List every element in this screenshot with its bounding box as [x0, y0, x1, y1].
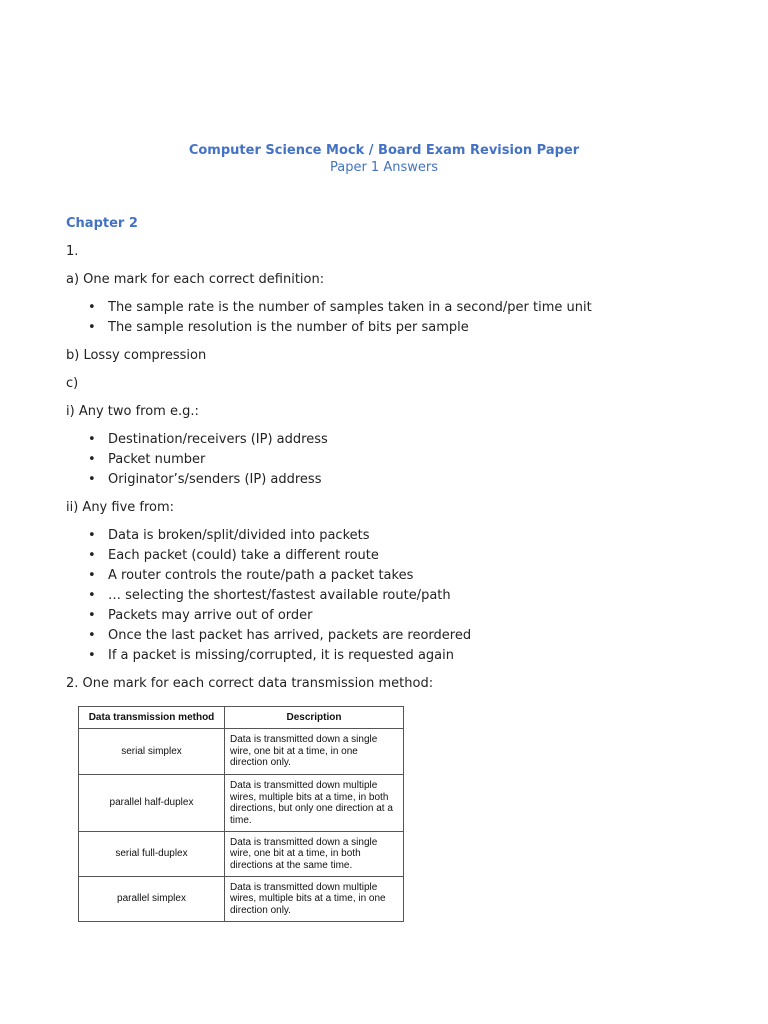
list-item-text: Data is broken/split/divided into packets — [108, 528, 370, 543]
list-item-text: Destination/receivers (IP) address — [108, 432, 328, 447]
table-header-row — [79, 707, 404, 729]
method-cell: serial simplex — [79, 729, 225, 775]
list-item — [66, 646, 726, 666]
bullet-icon: • — [88, 548, 96, 563]
question-1cii-intro: ii) Any five from: — [66, 500, 175, 515]
question-1b-answer: b) Lossy compression — [66, 348, 207, 363]
list-item — [66, 450, 726, 470]
transmission-methods-table — [78, 706, 404, 922]
list-item-text: Once the last packet has arrived, packets are reordered — [108, 628, 472, 643]
list-item-text: Packet number — [108, 452, 206, 467]
question-2-intro: 2. One mark for each correct data transmission method: — [66, 676, 434, 691]
question-1ci-intro: i) Any two from e.g.: — [66, 404, 199, 419]
table-row — [79, 877, 404, 922]
description-cell: Data is transmitted down a single wire, one bit at a time, in one direction only. — [225, 729, 404, 775]
list-item — [66, 586, 726, 606]
column-header-description: Description — [225, 707, 404, 729]
table-row — [79, 832, 404, 877]
bullet-icon: • — [88, 628, 96, 643]
document-title: Computer Science Mock / Board Exam Revision Paper — [188, 143, 580, 158]
list-item-text: Packets may arrive out of order — [108, 608, 313, 623]
table-row — [79, 775, 404, 832]
list-item — [66, 626, 726, 646]
list-item-text: A router controls the route/path a packet takes — [108, 568, 414, 583]
description-cell: Data is transmitted down multiple wires, multiple bits at a time, in both directions, but only one direction at a time. — [225, 775, 404, 832]
method-cell: parallel half-duplex — [79, 775, 225, 832]
bullet-icon: • — [88, 472, 96, 487]
description-cell: Data is transmitted down multiple wires, multiple bits at a time, in one direction only. — [225, 877, 404, 922]
list-item-text: The sample resolution is the number of bits per sample — [108, 320, 469, 335]
question-1cii-list — [66, 526, 726, 666]
list-item-text: If a packet is missing/corrupted, it is requested again — [108, 648, 454, 663]
list-item-text: Originator’s/senders (IP) address — [108, 472, 322, 487]
description-cell: Data is transmitted down a single wire, one bit at a time, in both directions at the same time. — [225, 832, 404, 877]
list-item — [66, 318, 726, 338]
bullet-icon: • — [88, 528, 96, 543]
question-number: 1. — [66, 244, 79, 259]
table-row — [79, 729, 404, 775]
list-item-text: The sample rate is the number of samples taken in a second/per time unit — [108, 300, 592, 315]
column-header-method: Data transmission method — [79, 707, 225, 729]
question-1c-label: c) — [66, 376, 79, 391]
list-item-text: … selecting the shortest/fastest available route/path — [108, 588, 451, 603]
list-item — [66, 546, 726, 566]
list-item — [66, 566, 726, 586]
bullet-icon: • — [88, 608, 96, 623]
list-item — [66, 298, 726, 318]
method-cell: parallel simplex — [79, 877, 225, 922]
list-item — [66, 430, 726, 450]
question-1a-list — [66, 298, 726, 338]
list-item-text: Each packet (could) take a different route — [108, 548, 379, 563]
list-item — [66, 470, 726, 490]
bullet-icon: • — [88, 320, 96, 335]
list-item — [66, 526, 726, 546]
list-item — [66, 606, 726, 626]
bullet-icon: • — [88, 568, 96, 583]
method-cell: serial full-duplex — [79, 832, 225, 877]
question-1ci-list — [66, 430, 726, 490]
bullet-icon: • — [88, 588, 96, 603]
document-subtitle: Paper 1 Answers — [329, 160, 438, 175]
answer-content — [66, 214, 726, 702]
bullet-icon: • — [88, 300, 96, 315]
bullet-icon: • — [88, 452, 96, 467]
bullet-icon: • — [88, 432, 96, 447]
bullet-icon: • — [88, 648, 96, 663]
question-1a-intro: a) One mark for each correct definition: — [66, 272, 325, 287]
chapter-heading: Chapter 2 — [66, 216, 138, 231]
